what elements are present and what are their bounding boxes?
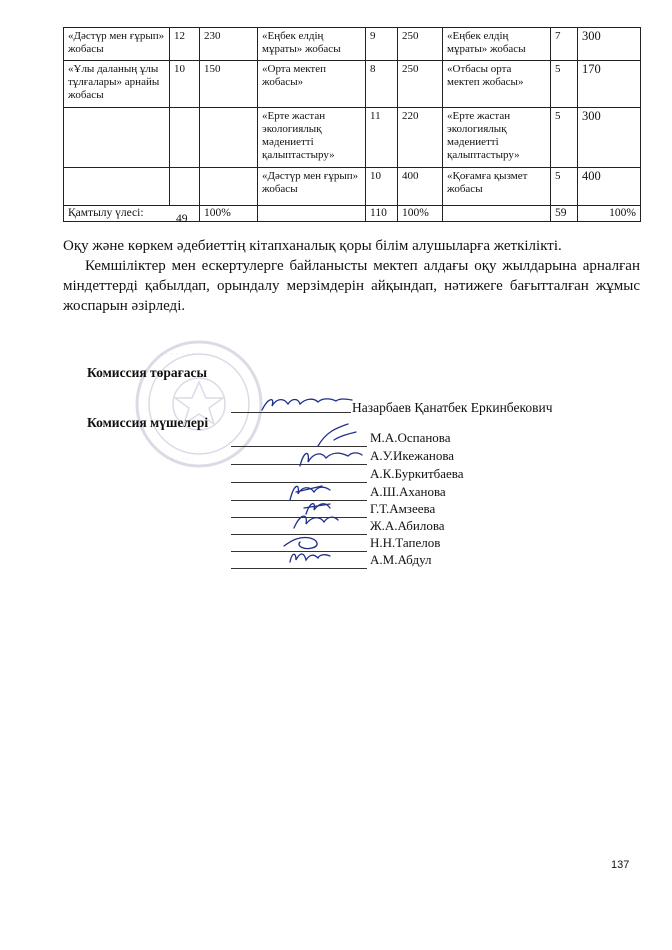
table-cell: 150 bbox=[200, 61, 258, 108]
table-cell: 9 bbox=[366, 28, 398, 61]
table-cell: 11 bbox=[366, 108, 398, 168]
total-percent: 100% bbox=[398, 206, 443, 222]
total-label: Қамтылу үлесі: bbox=[64, 206, 200, 222]
signature-6 bbox=[284, 537, 317, 548]
members-heading: Комиссия мүшелері bbox=[87, 415, 209, 430]
table-cell: «Отбасы орта мектеп жобасы» bbox=[443, 61, 551, 108]
member-name: Ж.А.Абилова bbox=[370, 518, 445, 533]
table-cell: 10 bbox=[170, 61, 200, 108]
total-percent: 100% bbox=[578, 206, 641, 222]
total-count: 59 bbox=[551, 206, 578, 222]
table-cell: «Ұлы даланың ұлы тұлғалары» арнайы жобасы bbox=[64, 61, 170, 108]
table-cell: 5 bbox=[551, 168, 578, 206]
table-cell: «Дәстүр мен ғұрып» жобасы bbox=[258, 168, 366, 206]
member-name: Г.Т.Амзеева bbox=[370, 501, 436, 516]
member-name: Н.Н.Тапелов bbox=[370, 535, 441, 550]
table-cell: 5 bbox=[551, 108, 578, 168]
table-cell: 400 bbox=[578, 168, 641, 206]
table-cell: 230 bbox=[200, 28, 258, 61]
svg-text:· · · · · · ·: · · · · · · · bbox=[160, 454, 195, 464]
total-percent: 100% bbox=[200, 206, 258, 222]
signature-3 bbox=[290, 486, 330, 500]
table-cell: «Еңбек елдің мұраты» жобасы bbox=[443, 28, 551, 61]
total-count: 110 bbox=[366, 206, 398, 222]
paragraph: Оқу және көркем әдебиеттің кітапханалық қоры білім алушыларға жеткілікті. bbox=[63, 238, 562, 254]
table-cell: 7 bbox=[551, 28, 578, 61]
table-cell: 250 bbox=[398, 61, 443, 108]
member-name: А.К.Буркитбаева bbox=[370, 466, 464, 481]
chair-name: Назарбаев Қанатбек Еркинбекович bbox=[352, 400, 553, 415]
signature-5 bbox=[294, 516, 338, 528]
table-cell: «Дәстүр мен ғұрып» жобасы bbox=[64, 28, 170, 61]
member-name: А.М.Абдул bbox=[370, 552, 432, 567]
table-cell: 400 bbox=[398, 168, 443, 206]
signature-7 bbox=[290, 554, 330, 562]
paragraph: Кемшіліктер мен ескертулерге байланысты мектеп алдағы оқу жылдарына арналған міндеттерді қабылдап, орындалу мерзімдерін айқындап, нәтижеге бағытталған жұмыс жоспарын әзірледі. bbox=[63, 258, 640, 314]
table-cell: 10 bbox=[366, 168, 398, 206]
svg-text:· · · · · · ·: · · · · · · · bbox=[160, 349, 195, 359]
table-cell: 250 bbox=[398, 28, 443, 61]
table-cell: «Қоғамға қызмет жобасы bbox=[443, 168, 551, 206]
table-cell: 300 bbox=[578, 28, 641, 61]
signature-2 bbox=[300, 453, 362, 466]
signature-4 bbox=[304, 504, 330, 514]
table-cell: 170 bbox=[578, 61, 641, 108]
chair-heading: Комиссия төрағасы bbox=[87, 365, 208, 380]
page-number: 137 bbox=[611, 859, 630, 871]
table-cell: «Еңбек елдің мұраты» жобасы bbox=[258, 28, 366, 61]
table-cell: 5 bbox=[551, 61, 578, 108]
table-cell: 12 bbox=[170, 28, 200, 61]
table-cell: 220 bbox=[398, 108, 443, 168]
member-name: А.Ш.Аханова bbox=[370, 484, 446, 499]
table-cell: «Ерте жастан экологиялық мәдениетті қалыптастыру» bbox=[443, 108, 551, 168]
signature-chair bbox=[262, 399, 352, 410]
table-cell: «Ерте жастан экологиялық мәдениетті қалыптастыру» bbox=[258, 108, 366, 168]
table-cell: 300 bbox=[578, 108, 641, 168]
member-name: М.А.Оспанова bbox=[370, 430, 451, 445]
table-cell: 8 bbox=[366, 61, 398, 108]
member-name: А.У.Икежанова bbox=[370, 448, 455, 463]
table-cell: «Орта мектеп жобасы» bbox=[258, 61, 366, 108]
signature-1 bbox=[318, 424, 356, 446]
total-count: 49 bbox=[176, 213, 188, 225]
